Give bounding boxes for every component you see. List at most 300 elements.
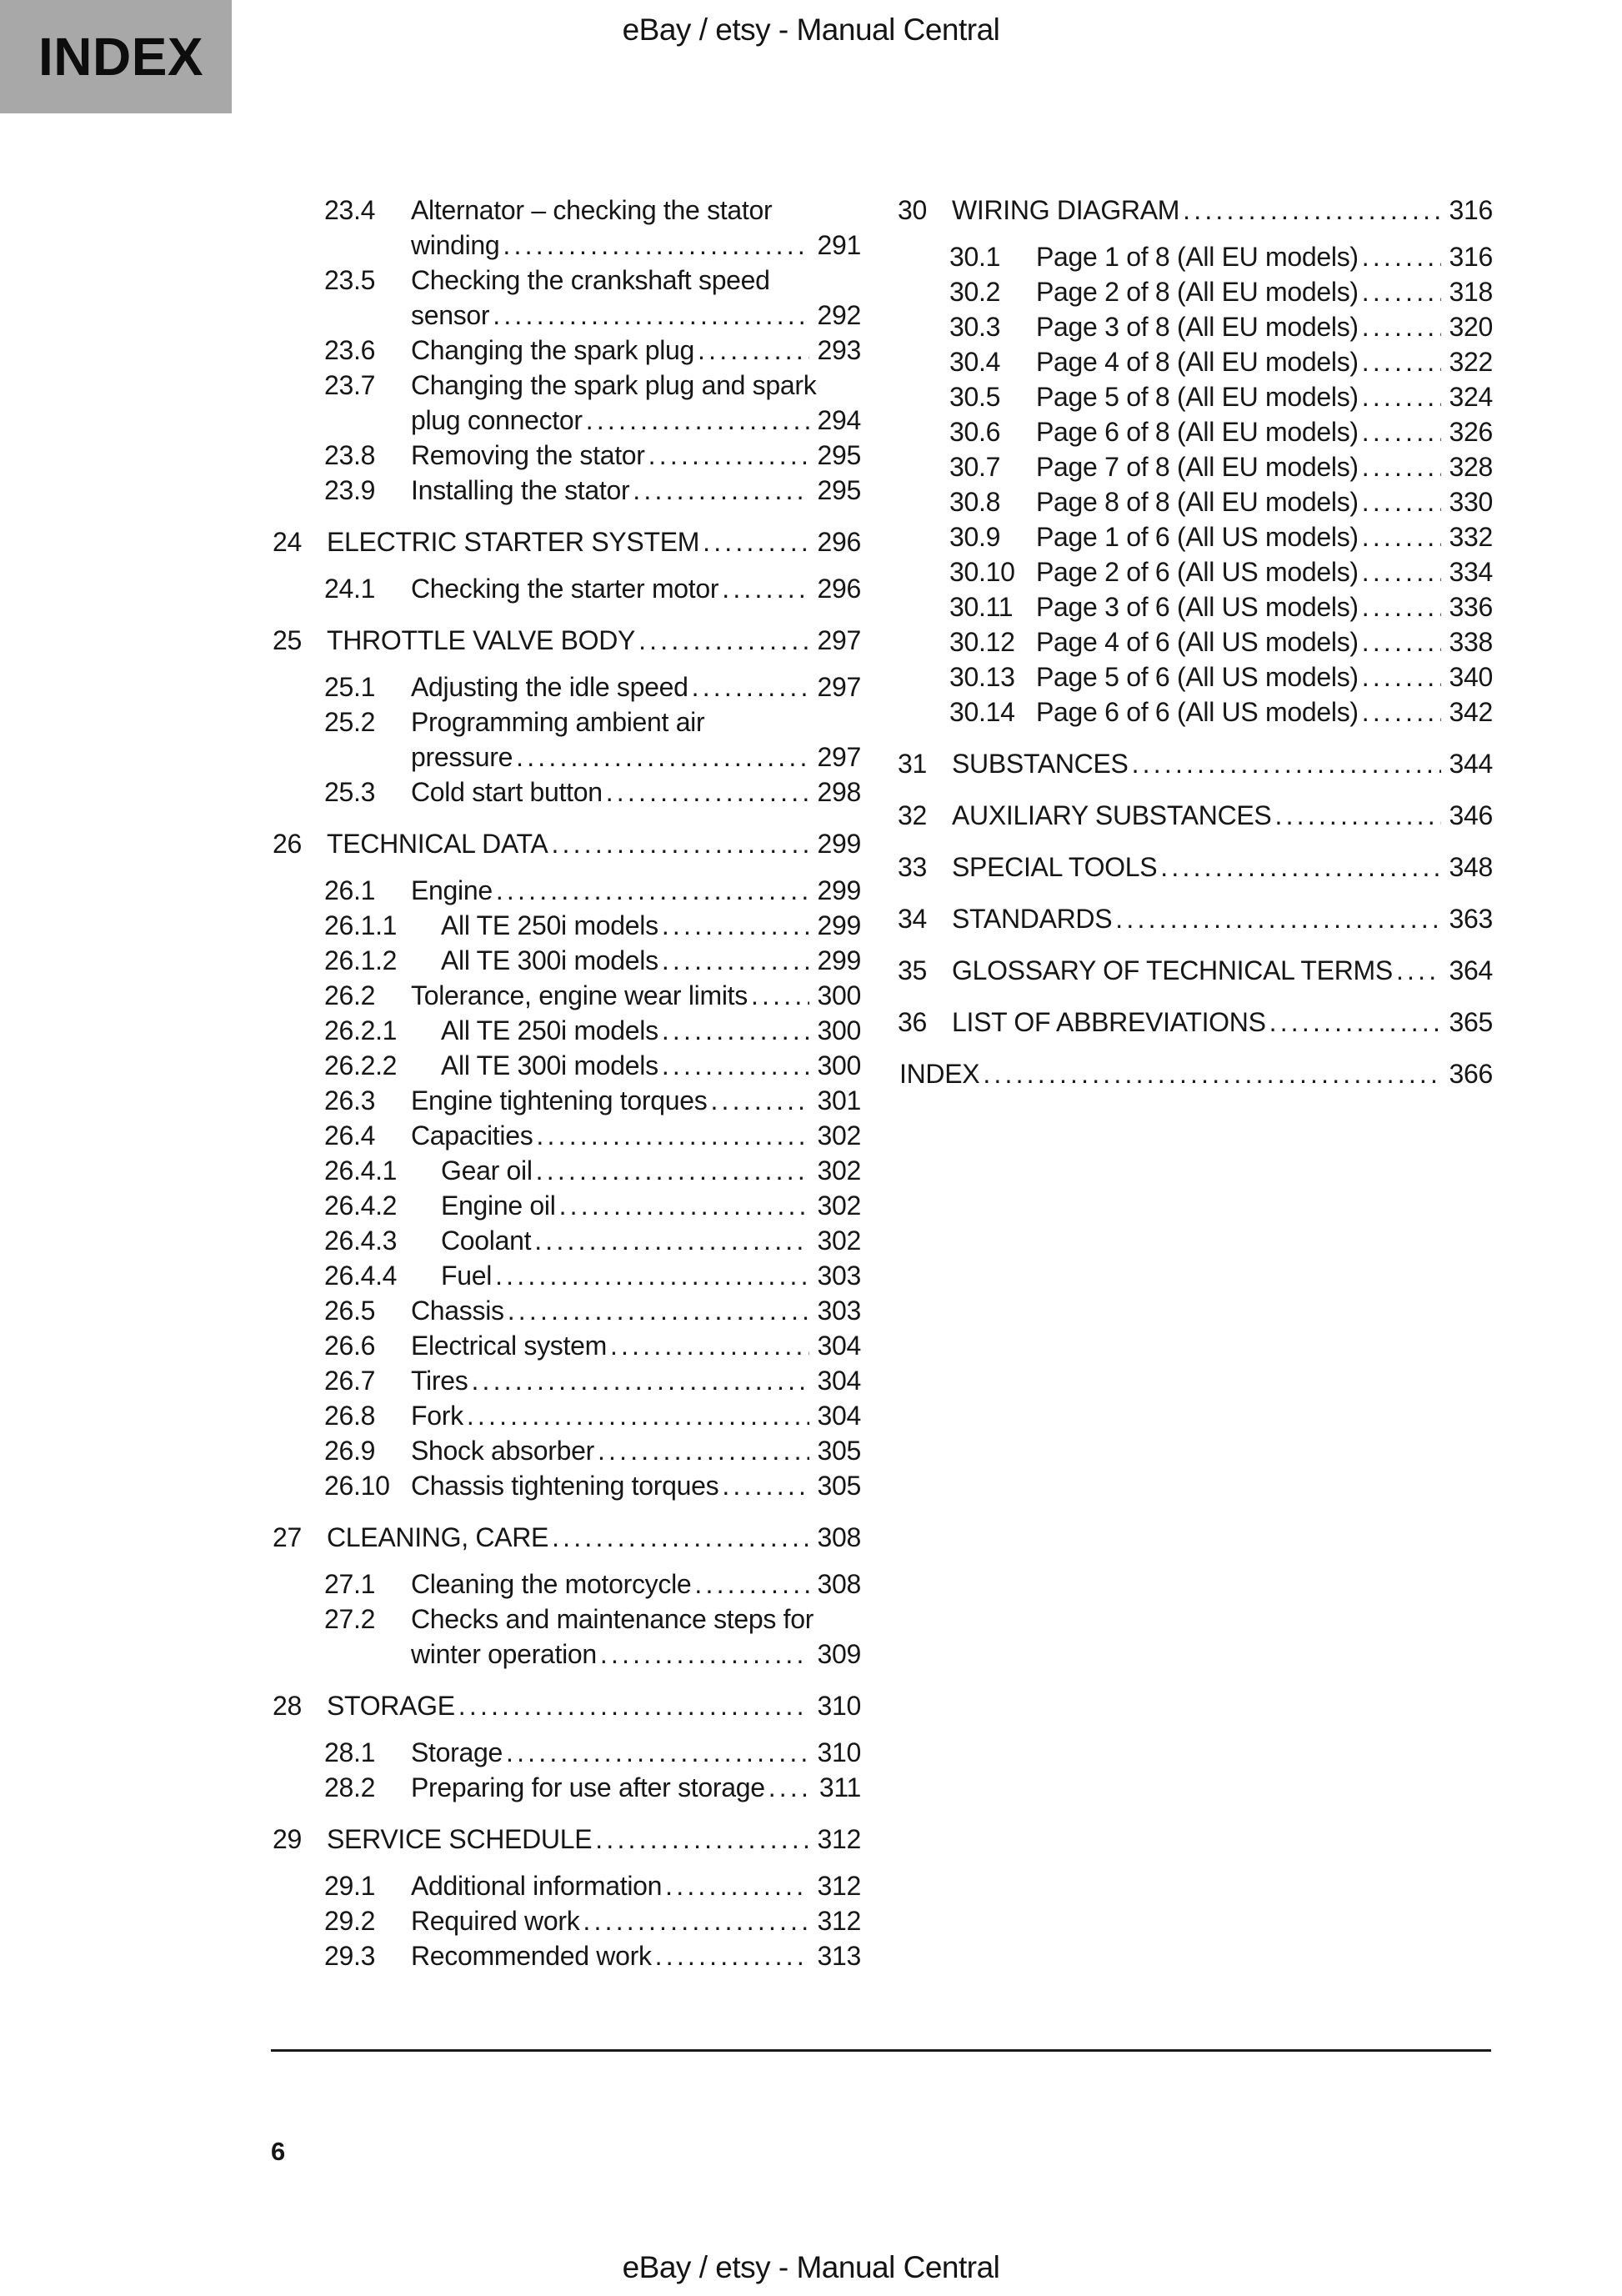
toc-entry-title: Page 7 of 8 (All EU models) [1036,452,1359,482]
toc-entry[interactable] [271,1223,861,1258]
toc-entry-last-line [411,1328,861,1363]
toc-entry-number: 34 [898,904,927,934]
toc-entry[interactable] [271,1468,861,1503]
toc-entry-body [1036,624,1493,659]
toc-entry-last-line [327,1822,861,1857]
toc-entry-page: 320 [1449,312,1493,342]
toc-entry[interactable] [896,901,1493,936]
toc-entry[interactable] [271,943,861,978]
toc-entry-title: Page 5 of 8 (All EU models) [1036,382,1359,412]
toc-entry-number: 30.7 [949,452,1001,482]
toc-entry-body [327,826,861,861]
toc-entry-body [952,746,1493,781]
toc-entry[interactable] [271,1868,861,1903]
toc-entry-last-line [952,953,1493,988]
toc-entry[interactable] [896,554,1493,589]
toc-entry-body [411,1293,861,1328]
toc-entry[interactable] [896,624,1493,659]
toc-entry-last-line [1036,659,1493,694]
dot-leader [1362,694,1441,729]
toc-entry-last-line [1036,694,1493,729]
toc-entry-last-line [411,978,861,1013]
toc-entry[interactable] [271,1258,861,1293]
toc-entry-title: ELECTRIC STARTER SYSTEM [327,527,700,557]
toc-entry-title: Engine tightening torques [411,1085,708,1115]
toc-entry-title: SERVICE SCHEDULE [327,1824,593,1854]
toc-entry-body [952,1005,1493,1040]
toc-entry-body [441,1048,861,1083]
toc-entry-body [411,775,861,810]
toc-entry-last-line [441,943,861,978]
page-footer-title: eBay / etsy - Manual Central [622,2250,1000,2284]
toc-entry-body [327,1688,861,1723]
dot-leader [495,1258,808,1293]
toc-entry-number: 26.8 [324,1401,376,1431]
toc-entry[interactable] [896,1056,1493,1091]
toc-entry-last-line [1036,379,1493,414]
toc-entry-number: 26.6 [324,1331,376,1361]
toc-entry-last-line [441,1258,861,1293]
toc-entry-body [1036,414,1493,449]
toc-entry-last-line [1036,589,1493,624]
toc-entry-number: 23.7 [324,370,376,400]
dot-leader [698,333,808,368]
dot-leader [496,873,809,908]
dot-leader [1362,519,1441,554]
toc-entry-page: 318 [1449,277,1493,307]
toc-entry-body [1036,274,1493,309]
toc-entry-page: 302 [817,1191,861,1221]
toc-entry[interactable] [271,263,861,333]
toc-entry-body [441,1153,861,1188]
toc-entry-body [1036,379,1493,414]
toc-entry-page: 310 [817,1737,861,1767]
dot-leader [662,908,809,943]
toc-entry[interactable] [271,368,861,438]
toc-entry-title: INDEX [899,1059,980,1089]
toc-entry-title: Cleaning the motorcycle [411,1569,692,1599]
dot-leader [1362,274,1441,309]
toc-entry[interactable] [896,344,1493,379]
toc-entry[interactable] [271,669,861,704]
toc-entry-last-line [1036,414,1493,449]
toc-entry-page: 302 [817,1226,861,1256]
toc-entry-page: 336 [1449,592,1493,622]
page-header-title: eBay / etsy - Manual Central [622,13,1000,47]
toc-entry-body [1036,694,1493,729]
toc-entry-body [411,571,861,606]
toc-entry-last-line [1036,274,1493,309]
dot-leader [534,1223,808,1258]
toc-entry[interactable] [896,659,1493,694]
toc-entry-last-line [952,193,1493,228]
toc-entry[interactable] [896,193,1493,228]
toc-entry-last-line [327,826,861,861]
dot-leader [1362,484,1441,519]
toc-entry-page: 295 [817,475,861,505]
toc-entry[interactable] [271,193,861,263]
dot-leader [516,739,808,775]
toc-entry-title-line: Checking the crankshaft speed [411,265,770,295]
toc-entry[interactable] [271,1048,861,1083]
toc-entry-title-line: Checks and maintenance steps for [411,1604,814,1634]
toc-entry-body [441,908,861,943]
toc-entry-page: 291 [817,230,861,260]
toc-entry-number: 29 [273,1824,302,1854]
toc-entry-body [327,1822,861,1857]
toc-entry-body [411,1770,861,1805]
toc-entry-number: 23.5 [324,265,376,295]
toc-entry-number: 30.4 [949,347,1001,377]
toc-entry-title: sensor [411,300,490,330]
toc-entry[interactable] [271,775,861,810]
toc-entry-last-line [441,1048,861,1083]
toc-entry-title: winding [411,230,500,260]
dot-leader [633,473,808,508]
toc-entry-page: 299 [817,829,861,859]
toc-entry-number: 26.7 [324,1366,376,1396]
toc-entry[interactable] [271,1153,861,1188]
toc-entry-title: LIST OF ABBREVIATIONS [952,1007,1266,1037]
toc-entry-number: 26.5 [324,1296,376,1326]
dot-leader [1160,850,1440,885]
toc-entry-page: 332 [1449,522,1493,552]
toc-entry-number: 23.6 [324,335,376,365]
toc-entry-last-line [441,1188,861,1223]
toc-entry-last-line [411,1398,861,1433]
toc-entry-number: 27.2 [324,1604,376,1634]
toc-entry-number: 28 [273,1691,302,1721]
page-number: 6 [271,2137,286,2166]
toc-entry-last-line [411,1770,861,1805]
toc-entry[interactable] [271,1903,861,1938]
toc-entry-title: GLOSSARY OF TECHNICAL TERMS [952,955,1393,985]
dot-leader [600,1637,809,1672]
toc-entry[interactable] [271,1688,861,1723]
toc-entry-page: 312 [817,1906,861,1936]
dot-leader [595,1822,808,1857]
toc-entry-page: 328 [1449,452,1493,482]
toc-entry-page: 365 [1449,1007,1493,1037]
dot-leader [559,1188,809,1223]
toc-column-left [271,193,861,1973]
toc-entry-body [411,193,861,263]
dot-leader [1132,746,1441,781]
toc-entry[interactable] [271,1520,861,1555]
toc-entry-title: Page 4 of 6 (All US models) [1036,627,1359,657]
toc-entry-page: 308 [817,1569,861,1599]
toc-entry-title: All TE 300i models [441,945,658,975]
toc-entry-last-line [1036,239,1493,274]
toc-entry[interactable] [896,309,1493,344]
toc-entry[interactable] [896,953,1493,988]
toc-entry-last-line [952,901,1493,936]
toc-entry-last-line [411,298,861,333]
toc-entry[interactable] [896,449,1493,484]
toc-entry[interactable] [271,473,861,508]
dot-leader [458,1688,809,1723]
toc-entry-last-line [411,873,861,908]
dot-leader [506,1735,809,1770]
toc-entry-body [1036,449,1493,484]
toc-entry-number: 24 [273,527,302,557]
toc-entry-body [411,669,861,704]
dot-leader [1115,901,1440,936]
toc-entry-number: 32 [898,800,927,830]
toc-entry-page: 302 [817,1156,861,1186]
toc-entry-body [327,1520,861,1555]
dot-leader [1269,1005,1441,1040]
dot-leader [508,1293,809,1328]
toc-entry-title: Page 4 of 8 (All EU models) [1036,347,1359,377]
toc-entry-last-line [411,1433,861,1468]
toc-entry[interactable] [896,519,1493,554]
toc-entry[interactable] [271,908,861,943]
dot-leader [1362,624,1441,659]
toc-entry-number: 28.1 [324,1737,376,1767]
toc-entry-number: 33 [898,852,927,882]
toc-entry-body [411,1083,861,1118]
toc-entry[interactable] [896,589,1493,624]
toc-entry-page: 364 [1449,955,1493,985]
toc-entry-page: 363 [1449,904,1493,934]
toc-entry-number: 23.8 [324,440,376,470]
toc-entry-body [1036,484,1493,519]
toc-entry[interactable] [271,1602,861,1672]
dot-leader [768,1770,811,1805]
toc-entry[interactable] [271,1363,861,1398]
toc-entry-title: Capacities [411,1120,533,1151]
toc-entry[interactable] [271,1770,861,1805]
toc-entry[interactable] [896,274,1493,309]
dot-leader [552,1520,808,1555]
toc-entry-page: 303 [817,1261,861,1291]
dot-leader [1362,449,1441,484]
toc-entry-title: winter operation [411,1639,597,1669]
toc-entry[interactable] [896,1005,1493,1040]
toc-entry-title: Shock absorber [411,1436,594,1466]
toc-entry-body [411,1433,861,1468]
dot-leader [655,1938,809,1973]
toc-entry-number: 26.2.1 [324,1015,398,1045]
toc-entry-body [952,901,1493,936]
toc-entry-title: Page 2 of 6 (All US models) [1036,557,1359,587]
toc-entry[interactable] [271,1822,861,1857]
toc-entry-number: 28.2 [324,1772,376,1802]
toc-entry[interactable] [271,1398,861,1433]
toc-entry-title: All TE 300i models [441,1050,658,1080]
dot-leader [648,438,809,473]
footer-divider [271,2049,1491,2052]
toc-entry-page: 302 [817,1120,861,1151]
toc-entry-body [411,1602,861,1672]
toc-entry[interactable] [271,1293,861,1328]
toc-entry-number: 25.2 [324,707,376,737]
toc-entry-body [411,1468,861,1503]
toc-entry[interactable] [896,850,1493,885]
dot-leader [471,1363,808,1398]
toc-entry-title: Page 5 of 6 (All US models) [1036,662,1359,692]
toc-entry-last-line [1036,624,1493,659]
dot-leader [598,1433,809,1468]
toc-entry[interactable] [271,438,861,473]
toc-entry[interactable] [271,1328,861,1363]
toc-entry[interactable] [896,379,1493,414]
toc-entry-last-line [411,403,861,438]
toc-entry-page: 294 [817,405,861,435]
toc-entry[interactable] [896,484,1493,519]
toc-entry-page: 340 [1449,662,1493,692]
toc-entry-number: 26.4.4 [324,1261,398,1291]
toc-entry-body [1036,239,1493,274]
toc-entry-number: 30.12 [949,627,1015,657]
toc-entry-number: 26.10 [324,1471,390,1501]
toc-entry-last-line [327,623,861,658]
toc-entry[interactable] [271,1735,861,1770]
toc-entry-number: 26.4.1 [324,1156,398,1186]
toc-entry-number: 30.10 [949,557,1015,587]
toc-entry-title: Adjusting the idle speed [411,672,688,702]
toc-entry-number: 30 [898,195,927,225]
toc-entry-number: 26.2.2 [324,1050,398,1080]
dot-leader [536,1153,809,1188]
toc-entry[interactable] [271,826,861,861]
toc-entry-last-line [411,1735,861,1770]
toc-entry[interactable] [271,1567,861,1602]
toc-entry-title: Chassis [411,1296,504,1326]
dot-leader [694,1567,808,1602]
toc-entry[interactable] [271,704,861,775]
toc-entry[interactable] [271,623,861,658]
toc-entry-number: 30.8 [949,487,1001,517]
toc-entry[interactable] [271,571,861,606]
toc-entry[interactable] [271,978,861,1013]
toc-entry-number: 30.14 [949,697,1015,727]
toc-entry[interactable] [271,1938,861,1973]
toc-entry-page: 312 [817,1824,861,1854]
toc-entry-body [952,798,1493,833]
toc-entry[interactable] [271,1083,861,1118]
toc-entry-page: 299 [817,945,861,975]
toc-entry-title: SUBSTANCES [952,749,1129,779]
toc-entry-page: 322 [1449,347,1493,377]
toc-entry-page: 299 [817,910,861,940]
dot-leader [1362,344,1441,379]
toc-entry-number: 30.5 [949,382,1001,412]
toc-entry-last-line [441,908,861,943]
toc-entry-title: Tolerance, engine wear limits [411,980,748,1010]
toc-entry-body [411,263,861,333]
toc-entry[interactable] [271,333,861,368]
toc-entry-title: Storage [411,1737,503,1767]
toc-entry[interactable] [896,694,1493,729]
toc-entry-title: Recommended work [411,1941,652,1971]
toc-entry-title: Required work [411,1906,580,1936]
toc-entry-title: Page 6 of 8 (All EU models) [1036,417,1359,447]
dot-leader [1362,589,1441,624]
toc-entry-last-line [411,1567,861,1602]
toc-entry-last-line [411,473,861,508]
toc-entry-body [411,1903,861,1938]
toc-entry-page: 304 [817,1331,861,1361]
toc-entry-body [411,704,861,775]
toc-entry-body [1036,519,1493,554]
toc-entry-title: Gear oil [441,1156,533,1186]
toc-entry-number: 30.6 [949,417,1001,447]
toc-entry-page: 310 [817,1691,861,1721]
toc-entry-page: 311 [819,1772,861,1802]
toc-entry[interactable] [896,746,1493,781]
toc-entry-number: 26.4.3 [324,1226,398,1256]
toc-entry-title: Page 8 of 8 (All EU models) [1036,487,1359,517]
toc-entry[interactable] [271,873,861,908]
toc-entry[interactable] [271,1433,861,1468]
toc-entry-last-line [411,1363,861,1398]
toc-entry-body [411,1328,861,1363]
toc-entry-last-line [411,438,861,473]
dot-leader [1183,193,1440,228]
toc-entry-page: 297 [817,742,861,772]
toc-entry-number: 27.1 [324,1569,376,1599]
toc-entry-last-line [952,798,1493,833]
toc-entry-title: All TE 250i models [441,1015,658,1045]
dot-leader [606,775,809,810]
toc-entry-page: 296 [817,574,861,604]
dot-leader [1362,379,1441,414]
toc-entry-page: 344 [1449,749,1493,779]
toc-entry-title: STORAGE [327,1691,455,1721]
dot-leader [722,1468,808,1503]
toc-entry-number: 27 [273,1522,302,1552]
toc-entry[interactable] [896,798,1493,833]
toc-entry-title: Engine [411,875,493,905]
toc-entry-title: Additional information [411,1871,663,1901]
toc-entry-title: AUXILIARY SUBSTANCES [952,800,1272,830]
toc-entry-number: 25.1 [324,672,376,702]
dot-leader [586,403,809,438]
toc-entry-number: 29.2 [324,1906,376,1936]
toc-entry-number: 30.13 [949,662,1015,692]
dot-leader [1274,798,1440,833]
toc-entry-number: 26.3 [324,1085,376,1115]
toc-entry-title: Page 2 of 8 (All EU models) [1036,277,1359,307]
dot-leader [722,571,808,606]
toc-entry-number: 26.1.1 [324,910,398,940]
toc-entry[interactable] [896,239,1493,274]
toc-entry-title: TECHNICAL DATA [327,829,548,859]
toc-entry[interactable] [271,1118,861,1153]
toc-entry-title: Chassis tightening torques [411,1471,719,1501]
toc-entry-body [411,1567,861,1602]
toc-entry[interactable] [896,414,1493,449]
dot-leader [983,1056,1440,1091]
toc-entry-title: Removing the stator [411,440,645,470]
toc-entry-number: 26.1 [324,875,376,905]
toc-entry[interactable] [271,1013,861,1048]
toc-entry-body [441,1013,861,1048]
toc-entry-title: Fork [411,1401,463,1431]
toc-entry-page: 295 [817,440,861,470]
toc-entry-page: 313 [817,1941,861,1971]
toc-entry-body [411,1938,861,1973]
toc-entry[interactable] [271,1188,861,1223]
toc-entry-number: 30.1 [949,242,1001,272]
toc-entry-last-line [411,1468,861,1503]
toc-entry[interactable] [271,524,861,559]
toc-entry-body [411,1868,861,1903]
toc-entry-body [411,1118,861,1153]
toc-entry-title: Installing the stator [411,475,630,505]
